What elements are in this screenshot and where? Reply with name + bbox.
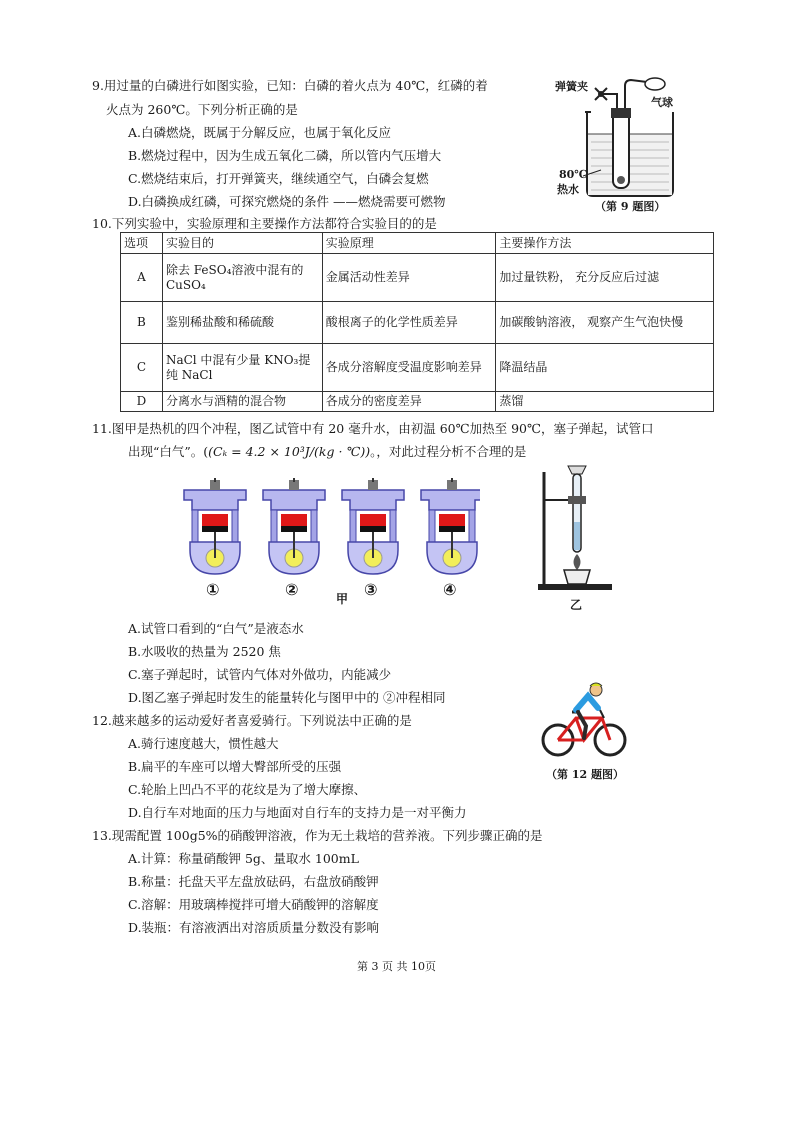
q9-option-c: C.燃烧结束后，打开弹簧夹，继续通空气，白磷会复燃	[128, 171, 429, 186]
q11-option-d: D.图乙塞子弹起时发生的能量转化与图甲中的 ②冲程相同	[128, 690, 446, 705]
test-tube-heating-figure	[530, 462, 620, 612]
q9-option-b: B.燃烧过程中，因为生成五氧化二磷，所以管内气压增大	[128, 148, 442, 163]
row-principle: 各成分的密度差异	[322, 392, 496, 412]
page-footer: 第 3 页 共 10页	[357, 960, 436, 973]
q12-option-d: D.自行车对地面的压力与地面对自行车的支持力是一对平衡力	[128, 805, 467, 820]
row-principle: 酸根离子的化学性质差异	[322, 302, 496, 344]
row-option: D	[121, 392, 163, 412]
q10-stem: 10.下列实验中，实验原理和主要操作方法都符合实验目的的是	[92, 216, 437, 231]
label-hot-water: 热水	[557, 183, 579, 196]
header-option: 选项	[121, 233, 163, 254]
table-row	[121, 344, 714, 392]
table-header-row	[121, 233, 714, 254]
row-method: 加碳酸钠溶液， 观察产生气泡快慢	[496, 302, 714, 344]
engine-strokes-figure	[180, 478, 480, 606]
label-water-temp: 80℃	[559, 168, 588, 181]
row-principle: 各成分溶解度受温度影响差异	[322, 344, 496, 392]
header-principle: 实验原理	[322, 233, 496, 254]
cyclist-icon	[540, 682, 630, 758]
q13-stem: 13.现需配置 100g5%的硝酸钾溶液，作为无土栽培的营养液。下列步骤正确的是	[92, 828, 543, 843]
q10-table	[120, 232, 714, 412]
specific-heat-formula: (Cₖ = 4.2 × 10³J/(kg · ℃))	[208, 444, 371, 459]
q11-stem-line2	[128, 443, 526, 461]
q9-option-a: A.白磷燃烧，既属于分解反应，也属于氧化反应	[128, 125, 392, 140]
stand-and-burner-icon	[530, 462, 620, 594]
row-principle: 金属活动性差异	[322, 254, 496, 302]
q11-option-a: A.试管口看到的“白气”是液态水	[128, 621, 304, 636]
q11-option-c: C.塞子弹起时，试管内气体对外做功，内能减少	[128, 667, 392, 682]
label-balloon: 气球	[651, 96, 673, 109]
q13-option-a: A.计算：称量硝酸钾 5g、量取水 100mL	[128, 851, 359, 866]
figure-yi-label: 乙	[570, 598, 583, 612]
q11-stem-line1: 11.图甲是热机的四个冲程，图乙试管中有 20 毫升水，由初温 60℃加热至 90℃，塞子弹起，试管口	[92, 421, 654, 436]
q11-stem-line2-end: 。，对此过程分析不合理的是	[370, 444, 527, 459]
q9-stem-line1: 9.用过量的白磷进行如图实验，已知：白磷的着火点为 40℃，红磷的着	[92, 78, 488, 93]
row-option: B	[121, 302, 163, 344]
bicycle-figure	[540, 682, 630, 782]
stroke-label-3: ③	[364, 580, 378, 599]
row-purpose: 分离水与酒精的混合物	[162, 392, 322, 412]
q12-option-a: A.骑行速度越大，惯性越大	[128, 736, 279, 751]
figure-12-caption: （第 12 题图）	[546, 768, 624, 781]
row-option: A	[121, 254, 163, 302]
q12-stem: 12.越来越多的运动爱好者喜爱骑行。下列说法中正确的是	[92, 713, 412, 728]
q9-stem-line2: 火点为 260℃。下列分析正确的是	[106, 102, 298, 117]
table-row	[121, 302, 714, 344]
stroke-label-1: ①	[206, 580, 220, 599]
q13-option-d: D.装瓶：有溶液洒出对溶质质量分数没有影响	[128, 920, 380, 935]
q12-option-b: B.扁平的车座可以增大臀部所受的压强	[128, 759, 342, 774]
q9-option-d: D.白磷换成红磷，可探究燃烧的条件 ——燃烧需要可燃物	[128, 194, 446, 209]
row-purpose: NaCl 中混有少量 KNO₃提纯 NaCl	[162, 344, 322, 392]
row-purpose: 鉴别稀盐酸和稀硫酸	[162, 302, 322, 344]
row-method: 加过量铁粉， 充分反应后过滤	[496, 254, 714, 302]
q13-option-b: B.称量：托盘天平左盘放砝码，右盘放硝酸钾	[128, 874, 379, 889]
row-purpose: 除去 FeSO₄溶液中混有的 CuSO₄	[162, 254, 322, 302]
q13-option-c: C.溶解：用玻璃棒搅拌可增大硝酸钾的溶解度	[128, 897, 379, 912]
q11-option-b: B.水吸收的热量为 2520 焦	[128, 644, 281, 659]
row-option: C	[121, 344, 163, 392]
row-method: 蒸馏	[496, 392, 714, 412]
header-purpose: 实验目的	[162, 233, 322, 254]
header-method: 主要操作方法	[496, 233, 714, 254]
q12-option-c: C.轮胎上凹凸不平的花纹是为了增大摩擦、	[128, 782, 367, 797]
table-row	[121, 254, 714, 302]
q11-stem-line2-start: 出现“白气”。(	[128, 444, 209, 459]
q9-figure	[555, 72, 705, 212]
figure-9-caption: （第 9 题图）	[595, 200, 666, 213]
table-row	[121, 392, 714, 412]
label-spring-clip: 弹簧夹	[555, 80, 588, 93]
row-method: 降温结晶	[496, 344, 714, 392]
stroke-label-4: ④	[443, 580, 457, 599]
stroke-label-2: ②	[285, 580, 299, 599]
four-stroke-engine-icon	[180, 478, 480, 578]
figure-jia-label: 甲	[336, 592, 349, 606]
